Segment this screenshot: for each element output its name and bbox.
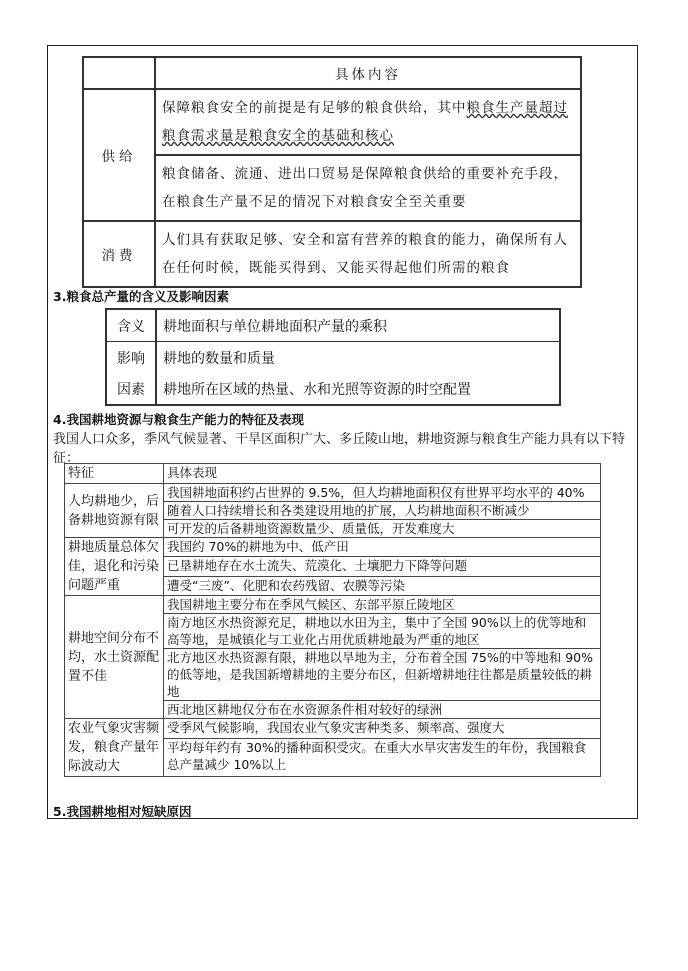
table-cell: 我国耕地主要分布在季风气候区、东部平原丘陵地区 [164,596,601,614]
table-header: 具体内容 [155,57,581,89]
term-value: 耕地所在区域的热量、水和光照等资源的时空配置 [163,381,471,398]
row-category: 供给 [83,89,155,221]
column-header: 特征 [65,464,164,484]
term-label: 因素 [106,373,156,405]
term-label: 影响 [106,342,156,374]
table-cell: 西北地区耕地仅分布在水资源条件相对较好的绿洲 [164,701,601,719]
section-heading-5: 5.我国耕地相对短缺原因 [53,804,192,819]
feature-cell: 耕地质量总体欠佳，退化和污染问题严重 [65,538,164,596]
term-value: 耕地的数量和质量 [163,350,275,367]
table-cell: 遭受“三废”、化肥和农药残留、农膜等污染 [164,576,601,595]
row-category: 消费 [83,221,155,287]
table-cell: 人们具有获取足够、安全和富有营养的粮食的能力，确保所有人在任何时候，既能买得到、又能买得起他们所需的粮食 [155,221,581,287]
table-cell: 我国耕地面积约占世界的 9.5%，但人均耕地面积仅有世界平均水平的 40% [164,484,601,502]
table-cell: 随着人口持续增长和各类建设用地的扩展，人均耕地面积不断减少 [164,502,601,520]
features-table [64,463,601,777]
column-header: 具体表现 [164,464,601,484]
table-cell: 北方地区水热资源有限，耕地以旱地为主，分布着全国 75%的中等地和 90%的低等地，是我国新增耕地的主要分布区，但新增耕地往往都是质量较低的耕地 [164,649,601,701]
section-heading-4: 4.我国耕地资源与粮食生产能力的特征及表现 [53,412,304,427]
total-yield-table [105,308,561,406]
feature-cell: 农业气象灾害频发，粮食产量年际波动大 [65,719,164,777]
grain-security-table [82,56,582,288]
table-cell: 平均每年约有 30%的播种面积受灾。在重大水旱灾害发生的年份，我国粮食总产量减少 10%以上 [164,738,601,776]
feature-cell: 人均耕地少，后备耕地资源有限 [65,484,164,538]
term-value: 耕地面积与单位耕地面积产量的乘积 [156,309,560,342]
section-heading-3: 3.粮食总产量的含义及影响因素 [53,289,229,304]
table-cell: 可开发的后备耕地资源数量少、质量低，开发难度大 [164,520,601,538]
table-cell: 受季风气候影响，我国农业气象灾害种类多、频率高、强度大 [164,719,601,739]
table-cell: 保障粮食安全的前提是有足够的粮食供给，其中粮食生产量超过粮食需求量是粮食安全的基础和核心 [155,89,581,155]
table-cell: 我国约 70%的耕地为中、低产田 [164,538,601,557]
intro-paragraph: 我国人口众多，季风气候显著、干旱区面积广大、多丘陵山地，耕地资源与粮食生产能力具有以下特征： [53,432,626,466]
blank-header-cell [83,57,155,89]
feature-cell: 耕地空间分布不均，水土资源配置不佳 [65,596,164,719]
term-label: 含义 [106,309,156,342]
table-cell: 已垦耕地存在水土流失、荒漠化、土壤肥力下降等问题 [164,557,601,576]
table-cell: 南方地区水热资源充足，耕地以水田为主，集中了全国 90%以上的优等地和高等地，是城镇化与工业化占用优质耕地最为严重的地区 [164,614,601,649]
table-cell: 粮食储备、流通、进出口贸易是保障粮食供给的重要补充手段，在粮食生产量不足的情况下对粮食安全至关重要 [155,155,581,221]
